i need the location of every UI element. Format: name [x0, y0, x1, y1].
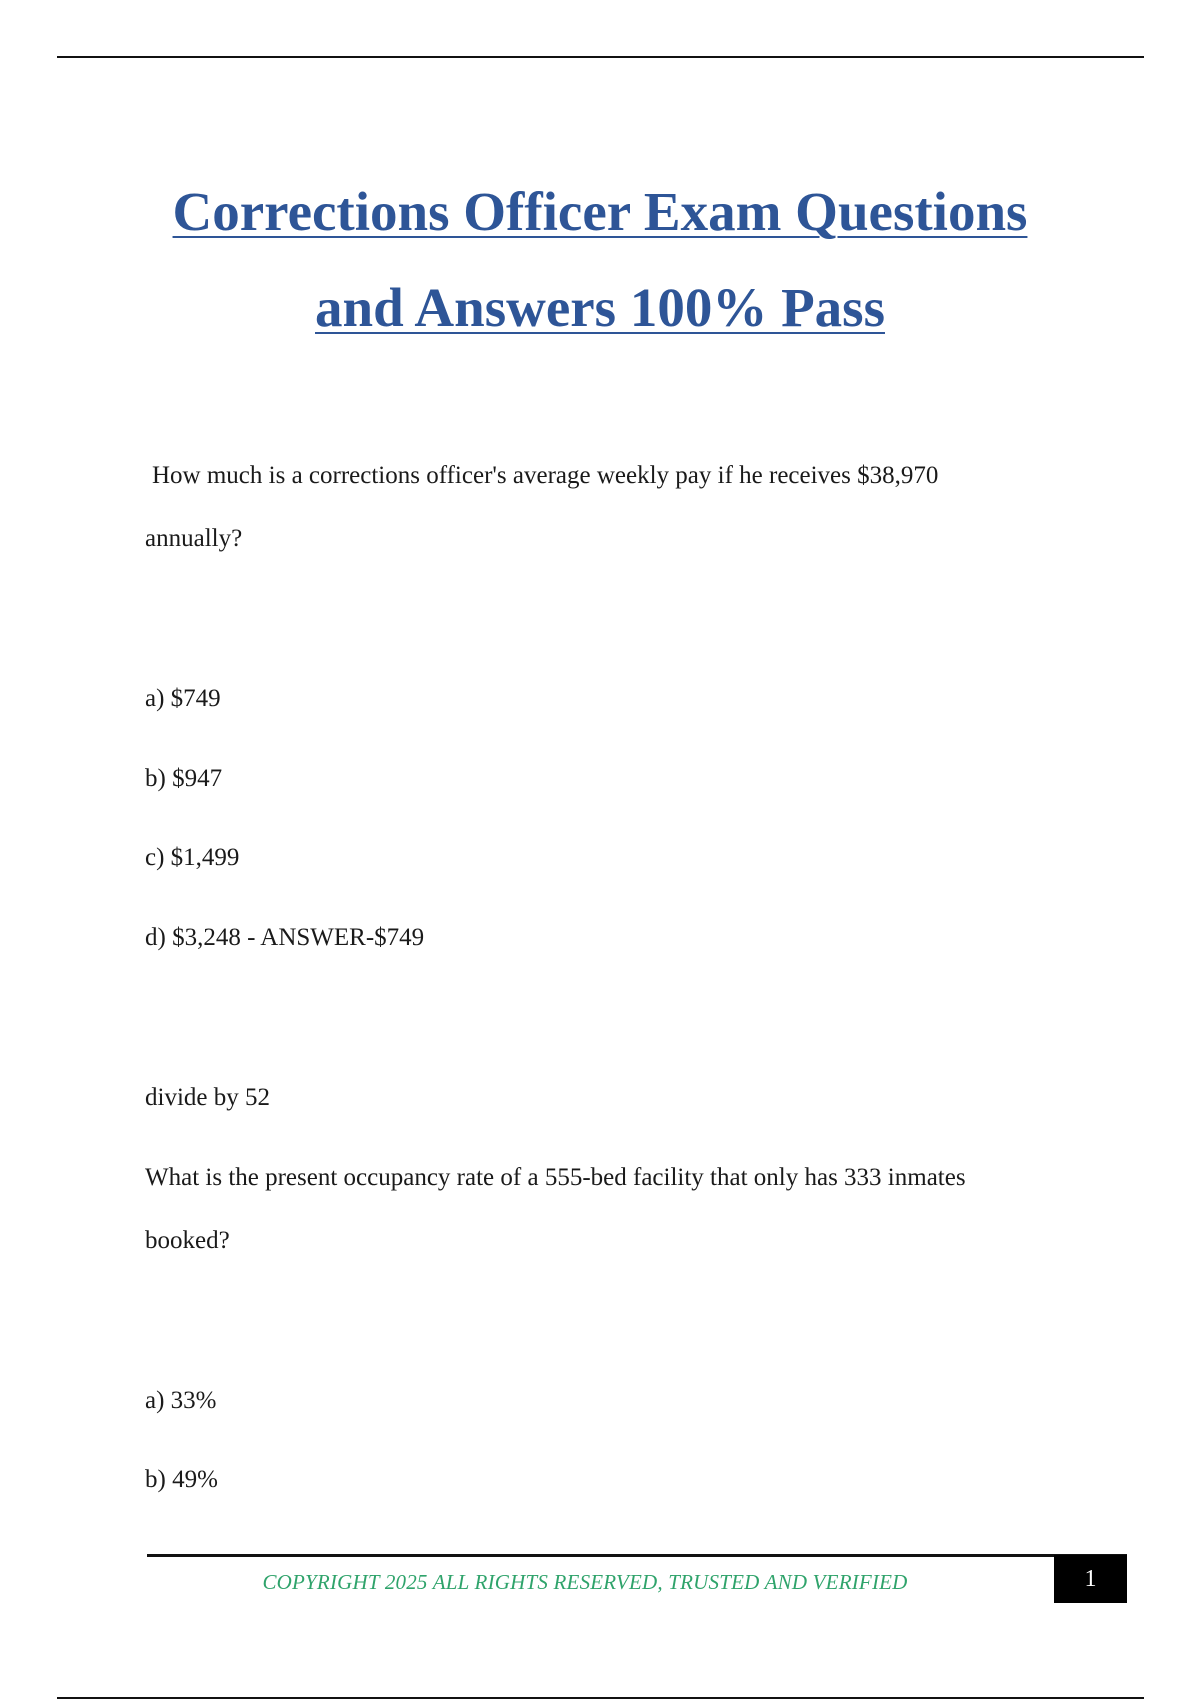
document-title-line-1: Corrections Officer Exam Questions	[172, 181, 1028, 242]
footer-rule	[147, 1554, 1127, 1557]
question-1-option-c: c) $1,499	[145, 844, 240, 871]
document-title-line-2: and Answers 100% Pass	[315, 277, 885, 338]
question-1-option-a: a) $749	[145, 685, 221, 712]
question-2-option-b: b) 49%	[145, 1466, 218, 1493]
question-2-option-a: a) 33%	[145, 1387, 217, 1414]
footer-copyright: COPYRIGHT 2025 ALL RIGHTS RESERVED, TRUSTED AND VERIFIED	[262, 1570, 908, 1594]
bottom-rule	[57, 1697, 1144, 1699]
question-2-text-line-2: booked?	[145, 1227, 230, 1254]
question-1-option-d-answer: d) $3,248 - ANSWER-$749	[145, 924, 425, 951]
question-1-text-line-1: How much is a corrections officer's average weekly pay if he receives $38,970	[152, 462, 939, 489]
question-1-option-b: b) $947	[145, 765, 223, 792]
question-1-explanation: divide by 52	[145, 1084, 270, 1111]
question-1-text-line-2: annually?	[145, 525, 243, 552]
question-2-text-line-1: What is the present occupancy rate of a 555-bed facility that only has 333 inmates	[145, 1164, 966, 1191]
top-rule	[57, 56, 1144, 58]
page-number: 1	[1054, 1555, 1127, 1603]
